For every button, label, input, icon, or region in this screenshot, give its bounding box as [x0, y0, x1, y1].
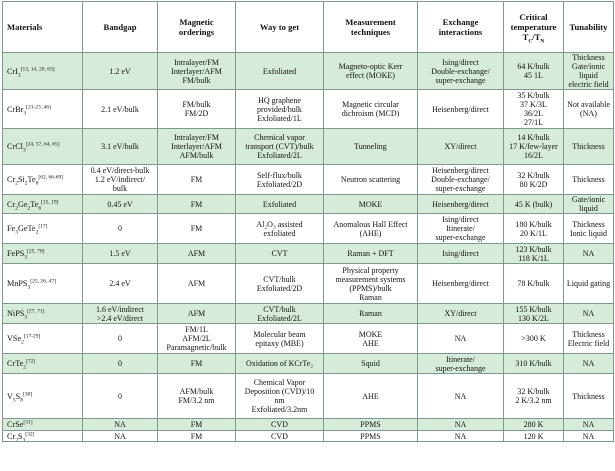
cell-way-to-get: Self-flux/bulk Exfoliated/2D — [236, 165, 324, 195]
cell-material — [3, 195, 83, 214]
cell-bandgap: 0.4 eV/direct-bulk 1.2 eV/indirect/ bulk — [83, 165, 158, 195]
header-measurement-techniques: Measurement techniques — [324, 2, 418, 53]
cell-exchange: Heisenberg/direct — [418, 195, 504, 214]
formula-part: Cr — [7, 431, 16, 441]
cell-measurement: MOKE AHE — [324, 324, 418, 354]
formula-part: 5 — [12, 397, 16, 404]
cell-critical-temperature: >300 K — [504, 324, 564, 354]
formula-part: 2 — [24, 180, 28, 187]
header-magnetic-orderings: Magnetic orderings — [158, 2, 236, 53]
cell-way-to-get: Exfoliated — [236, 53, 324, 90]
cell-way-to-get: HQ graphene provided/bulk Exfoliated/1L — [236, 90, 324, 129]
table-row — [3, 304, 614, 324]
cell-way-to-get: CVT/bulk Exfoliated/2D — [236, 264, 324, 304]
cell-bandgap: NA — [83, 419, 158, 431]
cell-bandgap: 1.5 eV — [83, 244, 158, 264]
cell-exchange: Ising/direct Itinerate/ super-exchange — [418, 214, 504, 244]
cell-tunability: Not available (NA) — [564, 90, 614, 129]
table-row — [3, 324, 614, 354]
reference-superscript: [13, 14, 20, 63] — [20, 65, 55, 72]
cell-critical-temperature: 32 K/bulk 80 K/2D — [504, 165, 564, 195]
cell-magnetic-ordering: FM/1L AFM/2L Paramagnetic/bulk — [158, 324, 236, 354]
formula-part: CrTe — [7, 359, 24, 368]
cell-material — [3, 419, 83, 431]
cell-material — [3, 53, 83, 90]
cell-tunability: Thickness Ionic liquid — [564, 214, 614, 244]
reference-superscript: [17-29] — [23, 333, 41, 340]
cell-critical-temperature: 310 K/bulk — [504, 354, 564, 374]
cell-way-to-get: Exfoliated — [236, 195, 324, 214]
formula-part: 3 — [22, 437, 26, 442]
table-row — [3, 374, 614, 419]
reference-superscript: [15, 19] — [41, 198, 59, 205]
cell-way-to-get: Oxidation of KCrTe₂ — [236, 354, 324, 374]
formula-part: 3 — [17, 72, 21, 79]
cell-bandgap: 0 — [83, 354, 158, 374]
reference-superscript: [25, 26, 47] — [30, 278, 56, 285]
cell-critical-temperature: 14 K/bulk 17 K/few-layer 16/2L — [504, 129, 564, 165]
formula-part: GeTe — [17, 224, 36, 233]
cell-tunability: Gate/ionic liquid — [564, 195, 614, 214]
formula-part: 3 — [22, 147, 26, 154]
cell-magnetic-ordering: FM — [158, 431, 236, 442]
cell-measurement: Neutron scattering — [324, 165, 418, 195]
materials-table-container — [2, 1, 613, 442]
cell-material — [3, 214, 83, 244]
cell-exchange: XY/direct — [418, 304, 504, 324]
cell-tunability: NA — [564, 304, 614, 324]
cell-magnetic-ordering: AFM/bulk FM/3.2 nm — [158, 374, 236, 419]
formula-part: 2 — [15, 180, 18, 187]
formula-part: CrBr — [7, 104, 24, 114]
formula-part: CrSe — [7, 420, 24, 429]
reference-superscript: [62, 66-69] — [38, 174, 64, 181]
cell-exchange: NA — [418, 324, 504, 354]
cell-way-to-get: CVT — [236, 244, 324, 264]
formula-part: 6 — [35, 180, 39, 187]
cell-magnetic-ordering: FM/bulk FM/2D — [158, 90, 236, 129]
reference-superscript: [72] — [26, 358, 36, 365]
reference-superscript: [30] — [22, 390, 33, 397]
cell-bandgap: 0 — [83, 374, 158, 419]
cell-measurement: AHE — [324, 374, 418, 419]
formula-part: 8 — [20, 397, 23, 404]
cell-measurement: Squid — [324, 354, 418, 374]
header-tunability: Tunability — [564, 2, 614, 53]
table-row — [3, 129, 614, 165]
cell-magnetic-ordering: AFM — [158, 304, 236, 324]
cell-material — [3, 129, 83, 165]
header-materials: Materials — [3, 2, 83, 53]
cell-material — [3, 431, 83, 442]
cell-critical-temperature: 45 K (bulk) — [504, 195, 564, 214]
cell-tunability: Thickness Electric field — [564, 324, 614, 354]
cell-exchange: Ising/direct Double-exchange/ super-exchange — [418, 53, 504, 90]
reference-superscript: [32] — [25, 430, 35, 437]
table-row — [3, 90, 614, 129]
cell-material — [3, 165, 83, 195]
formula-part: Cr — [7, 199, 16, 209]
formula-part: FePS — [7, 249, 25, 258]
cell-way-to-get: CVD — [236, 419, 324, 431]
formula-part: Cr — [7, 175, 16, 184]
formula-part: 3 — [27, 284, 31, 291]
cell-way-to-get: Chemical Vapor Deposition (CVD)/10 nm Exfoliated/3.2nm — [236, 374, 324, 419]
cell-bandgap: 1.6 eV/indirect >2.4 eV/direct — [83, 304, 158, 324]
cell-bandgap: 0 — [83, 324, 158, 354]
formula-part: 2 — [15, 205, 18, 212]
reference-superscript: [21-23 ,46] — [26, 103, 51, 110]
cell-material — [3, 90, 83, 129]
cell-magnetic-ordering: AFM — [158, 244, 236, 264]
formula-part: Te — [30, 199, 39, 209]
reference-superscript: [27, 71] — [27, 308, 45, 315]
header-bandgap: Bandgap — [83, 2, 158, 53]
formula-part: 2 — [35, 229, 39, 236]
cell-magnetic-ordering: FM — [158, 195, 236, 214]
cell-critical-temperature: 78 K/bulk — [504, 264, 564, 304]
cell-measurement: Tunneling — [324, 129, 418, 165]
table-row — [3, 53, 614, 90]
cell-exchange: Itinerate/ super-exchange — [418, 354, 504, 374]
reference-superscript: [31] — [23, 419, 33, 426]
cell-critical-temperature: 123 K/bulk 118 K/1L — [504, 244, 564, 264]
cell-magnetic-ordering: FM — [158, 354, 236, 374]
cell-exchange: NA — [418, 431, 504, 442]
cell-bandgap: 2.4 eV — [83, 264, 158, 304]
cell-material — [3, 374, 83, 419]
cell-measurement: Physical property measurement systems (PPMS)/bulk Raman — [324, 264, 418, 304]
cell-critical-temperature: 280 K — [504, 419, 564, 431]
cell-critical-temperature: 180 K/bulk 20 K/1L — [504, 214, 564, 244]
header-way-to-get: Way to get — [236, 2, 324, 53]
cell-material — [3, 244, 83, 264]
cell-tunability: NA — [564, 419, 614, 431]
cell-critical-temperature: 120 K — [504, 431, 564, 442]
cell-exchange: NA — [418, 419, 504, 431]
table-row — [3, 195, 614, 214]
header-exchange-interactions: Exchange interactions — [418, 2, 504, 53]
reference-superscript: [24, 57, 64, 65] — [25, 141, 60, 148]
cell-magnetic-ordering: FM — [158, 165, 236, 195]
cell-way-to-get: CVD — [236, 431, 324, 442]
cell-tunability: Thickness — [564, 129, 614, 165]
formula-part: Si — [17, 175, 25, 184]
cell-magnetic-ordering: Intralayer/FM Interlayer/AFM AFM/bulk — [158, 129, 236, 165]
formula-part: 3 — [15, 229, 18, 236]
formula-part: Ge — [17, 199, 28, 209]
cell-magnetic-ordering: Intralayer/FM Interlayer/AFM FM/bulk — [158, 53, 236, 90]
cell-tunability: Thickness — [564, 374, 614, 419]
cell-exchange: Ising/direct — [418, 244, 504, 264]
cell-measurement: Magneto-optic Kerr effect (MOKE) — [324, 53, 418, 90]
cell-exchange: XY/direct — [418, 129, 504, 165]
cell-critical-temperature: 155 K/bulk 130 K/2L — [504, 304, 564, 324]
cell-magnetic-ordering: FM — [158, 419, 236, 431]
reference-superscript: [17] — [38, 223, 48, 230]
cell-way-to-get: Chemical vapor transport (CVT)/bulk Exfoliated/2L — [236, 129, 324, 165]
cell-way-to-get: CVT/bulk Exfoliated/2L — [236, 304, 324, 324]
cell-material — [3, 304, 83, 324]
formula-part: CrI — [7, 66, 18, 76]
formula-part: 3 — [24, 314, 28, 321]
reference-superscript: [25, 70] — [27, 248, 45, 255]
formula-part: 2 — [15, 437, 18, 442]
formula-part: S — [17, 431, 23, 441]
cell-measurement: PPMS — [324, 431, 418, 442]
cell-measurement: MOKE — [324, 195, 418, 214]
cell-bandgap: 2.1 eV/bulk — [83, 90, 158, 129]
table-row — [3, 214, 614, 244]
cell-bandgap: 1.2 eV — [83, 53, 158, 90]
cell-measurement: Anomalous Hall Effect (AHE) — [324, 214, 418, 244]
table-row — [3, 419, 614, 431]
cell-measurement: PPMS — [324, 419, 418, 431]
cell-tunability: Liquid gating — [564, 264, 614, 304]
formula-part: 3 — [24, 254, 28, 261]
formula-part: 3 — [23, 110, 27, 117]
cell-critical-temperature: 35 K/bulk 37 K/3L 36/2L 27/1L — [504, 90, 564, 129]
cell-way-to-get: Al₂O₃ assisted exfoliated — [236, 214, 324, 244]
table-row — [3, 244, 614, 264]
formula-part: S — [15, 391, 21, 401]
cell-exchange: Heisenberg/direct — [418, 90, 504, 129]
cell-tunability: NA — [564, 244, 614, 264]
header-critical-temperature: Critical temperature $T_C/T_N$ — [504, 2, 564, 53]
cell-measurement: Raman — [324, 304, 418, 324]
cell-exchange: Heisenberg/direct Double-exchange/ super-exchange — [418, 165, 504, 195]
header-row — [3, 2, 614, 53]
cell-measurement: Magnetic circular dichroism (MCD) — [324, 90, 418, 129]
formula-part: 6 — [38, 205, 42, 212]
table-body — [3, 53, 614, 442]
formula-part: 2 — [27, 205, 31, 212]
formula-part: V — [7, 391, 13, 401]
table-row — [3, 165, 614, 195]
cell-exchange: Heisenberg/direct — [418, 264, 504, 304]
cell-magnetic-ordering: FM — [158, 214, 236, 244]
formula-part: 2 — [21, 339, 24, 346]
formula-part: MnPS — [7, 279, 28, 288]
cell-way-to-get: Molecular beam epitaxy (MBE) — [236, 324, 324, 354]
cell-measurement: Raman + DFT — [324, 244, 418, 264]
cell-bandgap: 0.45 eV — [83, 195, 158, 214]
cell-bandgap: 0 — [83, 214, 158, 244]
formula-part: NiPS — [7, 309, 25, 318]
cell-tunability: NA — [564, 354, 614, 374]
cell-critical-temperature: 32 K/bulk 2 K/3.2 nm — [504, 374, 564, 419]
cell-tunability: NA — [564, 431, 614, 442]
cell-exchange: NA — [418, 374, 504, 419]
cell-tunability: Thickness — [564, 165, 614, 195]
table-row — [3, 264, 614, 304]
formula-part: Te — [27, 175, 36, 184]
cell-material — [3, 354, 83, 374]
cell-material — [3, 324, 83, 354]
formula-part: VSe — [7, 334, 22, 343]
materials-table — [2, 1, 614, 442]
cell-material — [3, 264, 83, 304]
cell-magnetic-ordering: AFM — [158, 264, 236, 304]
formula-part: 2 — [23, 364, 27, 371]
formula-part: CrCl — [7, 142, 23, 151]
table-row — [3, 354, 614, 374]
formula-part: Fe — [7, 224, 16, 233]
cell-tunability: Thickness Gate/ionic liquid electric field — [564, 53, 614, 90]
cell-bandgap: 3.1 eV/bulk — [83, 129, 158, 165]
cell-bandgap: NA — [83, 431, 158, 442]
table-row — [3, 431, 614, 442]
cell-critical-temperature: 64 K/bulk 45 1L — [504, 53, 564, 90]
